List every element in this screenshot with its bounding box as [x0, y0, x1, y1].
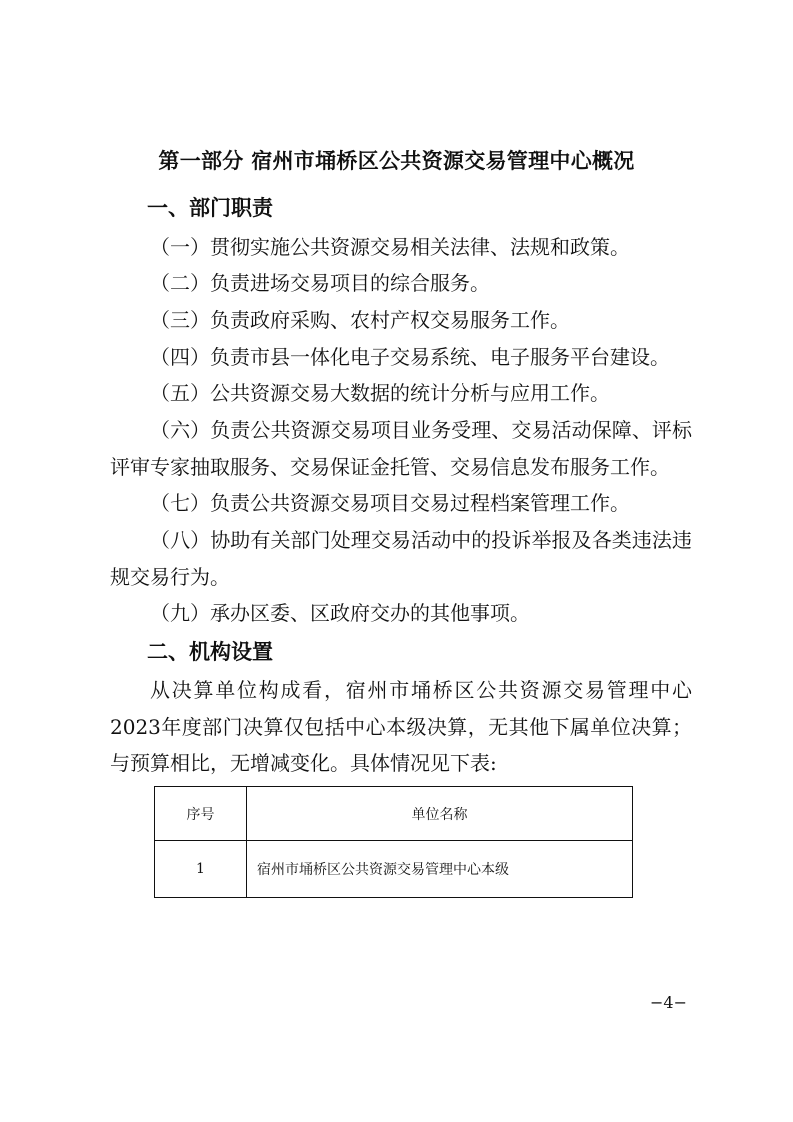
cell-unit-name: 宿州市埇桥区公共资源交易管理中心本级	[247, 841, 633, 898]
header-seq: 序号	[155, 787, 247, 841]
section-heading-duties: 一、部门职责	[147, 196, 273, 220]
duty-item-6: （六）负责公共资源交易项目业务受理、交易活动保障、评标评审专家抽取服务、交易保证金托管、交易信息发布服务工作。	[110, 418, 692, 479]
duty-item-2: （二）负责进场交易项目的综合服务。	[150, 271, 490, 295]
page-number: −4−	[650, 993, 687, 1012]
duty-item-3: （三）负责政府采购、农村产权交易服务工作。	[150, 308, 570, 332]
duty-item-4: （四）负责市县一体化电子交易系统、电子服务平台建设。	[150, 345, 670, 369]
table-header-row	[155, 787, 633, 841]
structure-paragraph: 从决算单位构成看，宿州市埇桥区公共资源交易管理中心2023年度部门决算仅包括中心本级决算，无其他下属单位决算；与预算相比，无增减变化。具体情况见下表:	[110, 678, 692, 775]
duty-item-5: （五）公共资源交易大数据的统计分析与应用工作。	[150, 381, 610, 405]
duty-item-1: （一）贯彻实施公共资源交易相关法律、法规和政策。	[150, 235, 630, 259]
unit-table	[154, 786, 633, 898]
table-row	[155, 841, 633, 898]
duty-item-8: （八）协助有关部门处理交易活动中的投诉举报及各类违法违规交易行为。	[110, 528, 692, 589]
header-unit-name: 单位名称	[247, 787, 633, 841]
duty-item-9: （九）承办区委、区政府交办的其他事项。	[150, 601, 530, 625]
section-heading-structure: 二、机构设置	[147, 640, 273, 664]
page-title: 第一部分 宿州市埇桥区公共资源交易管理中心概况	[158, 149, 635, 173]
duty-item-7: （七）负责公共资源交易项目交易过程档案管理工作。	[150, 491, 630, 515]
cell-seq: 1	[155, 841, 247, 898]
